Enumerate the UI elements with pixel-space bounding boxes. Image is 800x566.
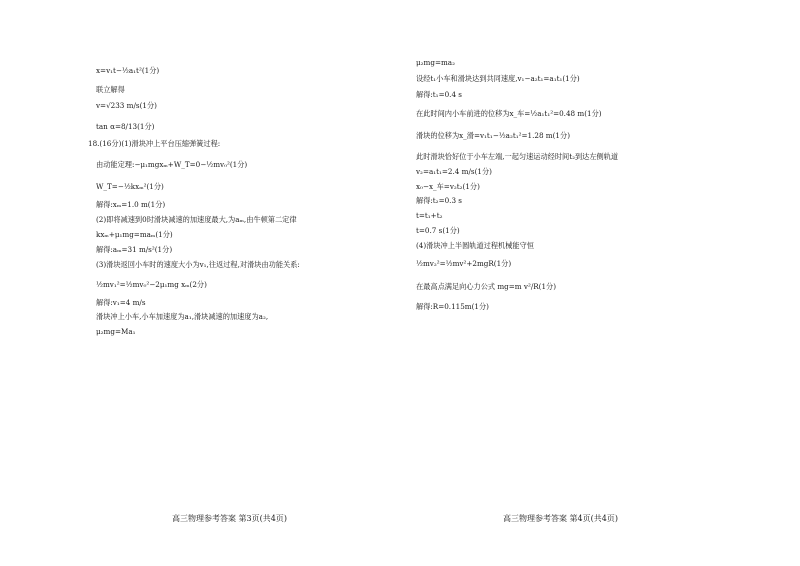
text-line: 此时滑块恰好位于小车左端,一起匀速运动经时间t₂到达左侧轨道: [416, 152, 619, 161]
text-line: ½mv₁²=½mv₀²−2μ₁mg xₘ(2分): [96, 280, 207, 289]
text-line: 滑块冲上小车,小车加速度为a₁,滑块减速的加速度为a₂,: [96, 312, 269, 321]
text-line: 解得:t₁=0.4 s: [416, 90, 462, 99]
text-line: t=t₁+t₂: [416, 211, 443, 220]
text-line: kxₘ+μ₁mg=maₘ(1分): [96, 230, 173, 239]
text-line: v=√233 m/s(1分): [96, 101, 157, 110]
text-line: 在此时间内小车前进的位移为x_车=½a₁t₁²=0.48 m(1分): [416, 109, 602, 118]
text-line: 解得:aₘ=31 m/s²(1分): [96, 245, 173, 254]
text-line: 联立解得: [96, 85, 125, 94]
text-line: v₂=a₁t₁=2.4 m/s(1分): [416, 167, 492, 176]
page-footer-right: 高三物理参考答案 第4页(共4页): [503, 514, 618, 523]
text-line: ½mv₂²=½mv²+2mgR(1分): [416, 259, 512, 268]
text-line: 设经t₁小车和滑块达到共同速度,v₁−a₂t₁=a₁t₁(1分): [416, 74, 580, 83]
text-line: tan α=8/13(1分): [96, 122, 155, 131]
text-line: x=v₁t−½a₁t²(1分): [96, 66, 160, 75]
text-line: 解得:R=0.115m(1分): [416, 302, 489, 311]
page-footer-left: 高三物理参考答案 第3页(共4页): [172, 514, 287, 523]
text-line: (4)滑块冲上半圆轨道过程机械能守恒: [416, 241, 534, 250]
text-line: (2)即将减速到0时滑块减速的加速度最大,为aₘ,由牛顿第二定律: [96, 215, 297, 224]
text-line: 解得:t₂=0.3 s: [416, 196, 462, 205]
text-line: x₀−x_车=v₂t₂(1分): [416, 182, 480, 191]
text-line: 由动能定理:−μ₁mgxₘ+W_T=0−½mv₀²(1分): [96, 160, 248, 169]
text-line: μ₂mg=ma₂: [416, 58, 455, 67]
text-line: 在最高点满足向心力公式 mg=m v²/R(1分): [416, 282, 557, 291]
text-line: 滑块的位移为x_滑=v₁t₁−½a₂t₁²=1.28 m(1分): [416, 131, 570, 140]
text-line: (3)滑块返回小车时的速度大小为v₁,往返过程,对滑块由功能关系:: [96, 260, 300, 269]
text-line: t=0.7 s(1分): [416, 226, 460, 235]
text-line: W_T=−½kxₘ²(1分): [96, 182, 164, 191]
text-line: 解得:v₁=4 m/s: [96, 298, 146, 307]
text-line: μ₂mg=Ma₁: [96, 327, 136, 336]
text-line: 解得:xₘ=1.0 m(1分): [96, 200, 166, 209]
question-heading: 18.(16分)(1)滑块冲上平台压缩弹簧过程:: [88, 139, 221, 148]
